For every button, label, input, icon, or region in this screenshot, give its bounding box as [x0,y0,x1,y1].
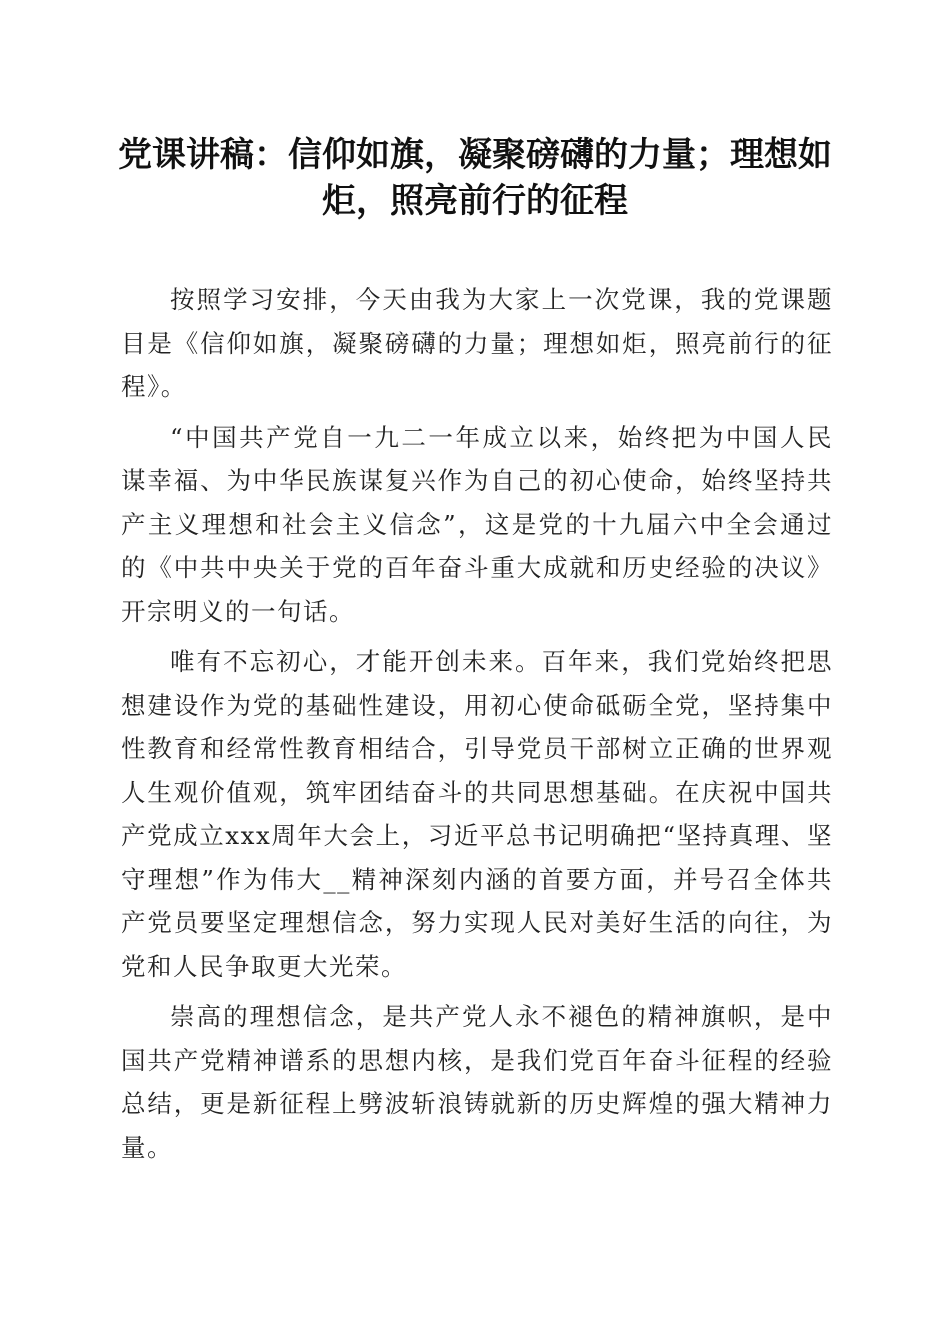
paragraph: 按照学习安排，今天由我为大家上一次党课，我的党课题目是《信仰如旗，凝聚磅礴的力量；理想如炬，照亮前行的征程》。 [121,285,833,401]
paragraph: “中国共产党自一九二一年成立以来，始终把为中国人民谋幸福、为中华民族谋复兴作为自己的初心使命，始终坚持共产主义理想和社会主义信念”，这是党的十九届六中全会通过的《中共中央关于党的百年奋斗重大成就和历史经验的决议》开宗明义的一句话。 [121,422,833,626]
document-title: 党课讲稿：信仰如旗，凝聚磅礴的力量；理想如炬，照亮前行的征程 [118,135,832,221]
paragraph: 唯有不忘初心，才能开创未来。百年来，我们党始终把思想建设作为党的基础性建设，用初心使命砥砺全党，坚持集中性教育和经常性教育相结合，引导党员干部树立正确的世界观人生观价值观，筑牢团结奋斗的共同思想基础。在庆祝中国共产党成立xxx周年大会上，习近平总书记明确把“坚持真理、坚守理想”作为伟大__精神深刻内涵的首要方面，并号召全体共产党员要坚定理想信念，努力实现人民对美好生活的向往，为党和人民争取更大光荣。 [121,647,833,981]
document-body [121,278,833,1176]
paragraph: 崇高的理想信念，是共产党人永不褪色的精神旗帜，是中国共产党精神谱系的思想内核，是我们党百年奋斗征程的经验总结，更是新征程上劈波斩浪铸就新的历史辉煌的强大精神力量。 [121,1002,833,1162]
